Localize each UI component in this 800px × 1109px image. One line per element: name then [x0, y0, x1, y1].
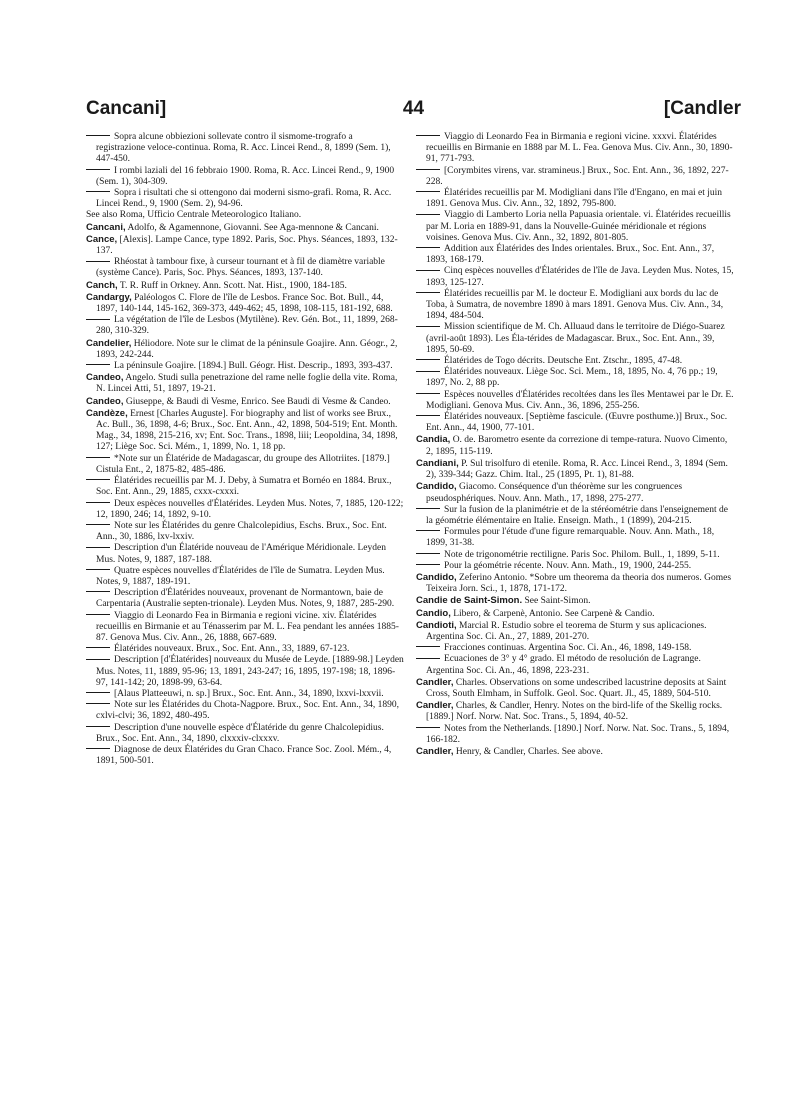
ditto-rule — [86, 659, 110, 660]
entry-text: Quatre espèces nouvelles d'Élatérides de l'île de Sumatra. Leyden Mus. Notes, 9, 1887, 189-191. — [96, 565, 385, 587]
entry-text: Henry, & Candler, Charles. See above. — [455, 746, 603, 757]
ditto-rule — [86, 614, 110, 615]
bibliography-entry — [86, 700, 404, 722]
bibliography-entry — [416, 700, 734, 723]
entry-text: Mission scientifique de M. Ch. Alluaud dans le territoire de Diégo-Suarez (avril-août 1893). Les Éla-térides de Madagascar. Brux., Soc. Ent. Ann., 39, 1895, 50-69. — [426, 322, 725, 355]
entry-text: Description d'Élatérides nouveaux, provenant de Normantown, baie de Carpentaria (Australie septen-trionale). Leyden Mus. Notes, 9, 1887, 285-290. — [96, 588, 395, 610]
bibliography-entry — [86, 292, 404, 315]
bibliography-entry — [86, 644, 404, 655]
entry-text: Élatérides nouveaux. Brux., Soc. Ent. Ann., 33, 1889, 67-123. — [114, 644, 350, 655]
bibliography-entry — [416, 677, 734, 700]
entry-author: Candiani, — [416, 457, 459, 469]
bibliography-entry — [86, 188, 404, 210]
bibliography-entry — [86, 408, 404, 454]
bibliography-entry — [86, 476, 404, 498]
bibliography-entry — [416, 266, 734, 288]
ditto-rule — [416, 326, 440, 327]
entry-author: Cance, — [86, 233, 118, 245]
ditto-rule — [416, 371, 440, 372]
bibliography-entry — [416, 356, 734, 367]
entry-text: Viaggio di Leonardo Fea in Birmania e regioni vicine. xiv. Élatérides recueillis en Birmanie et au Ténasserim par M. L. Fea pendant les années 1885-87. Genova Mus. Civ. Ann., 26, 1888, 667-689. — [96, 610, 399, 643]
bibliography-entry — [416, 595, 734, 607]
entry-text: Note sur les Élatérides du genre Chalcolepidius, Eschs. Brux., Soc. Ent. Ann., 30, 1886, lxv-lxxiv. — [96, 520, 387, 543]
bibliography-entry — [86, 611, 404, 645]
left-column — [86, 132, 404, 767]
ditto-rule — [86, 364, 110, 365]
entry-author: Candio, — [416, 607, 451, 619]
entry-text: La péninsule Goajire. [1894.] Bull. Géogr. Hist. Descrip., 1893, 393-437. — [114, 361, 393, 372]
bibliography-entry — [86, 689, 404, 700]
entry-text: P. Sul trisolfuro di etenile. Roma, R. Acc. Lincei Rend., 3, 1894 (Sem. 2), 339-344; Gazz. Chim. Ital., 25 (1895, Pt. 1), 81-88. — [426, 458, 728, 481]
ditto-rule — [416, 530, 440, 531]
bibliography-entry — [416, 132, 734, 166]
bibliography-entry — [86, 396, 404, 408]
ditto-rule — [416, 508, 440, 509]
ditto-rule — [416, 292, 440, 293]
bibliography-entry — [86, 210, 404, 221]
entry-text: Zeferino Antonio. *Sobre um theorema da theoria dos numeros. Gomes Teixeira Jorn. Sci., 1, 1878, 171-172. — [426, 572, 732, 595]
ditto-rule — [86, 135, 110, 136]
entry-author: Candia, — [416, 434, 451, 446]
entry-text: [Alaus Platteeuwi, n. sp.] Brux., Soc. Ent. Ann., 34, 1890, lxxvi-lxxvii. — [114, 688, 384, 699]
bibliography-entry — [416, 244, 734, 266]
entry-author: Candeo, — [86, 395, 124, 407]
bibliography-entry — [416, 367, 734, 389]
entry-author: Candido, — [416, 571, 457, 583]
entry-text: Angelo. Studi sulla penetrazione del rame nelle foglie della vite. Roma, N. Lincei Atti, 51, 1897, 19-21. — [96, 373, 398, 395]
bibliography-entry — [86, 361, 404, 372]
entry-text: Note sur les Élatérides du Chota-Nagpore. Brux., Soc. Ent. Ann., 34, 1890, cxlvi-clvi; 36, 1892, 480-495. — [96, 700, 399, 722]
entry-text: Libero, & Carpenè, Antonio. See Carpenè & Candio. — [453, 608, 655, 619]
ditto-rule — [86, 319, 110, 320]
bibliography-entry — [416, 572, 734, 595]
bibliography-entry — [86, 588, 404, 610]
entry-text: Description d'un Élatéride nouveau de l'Amérique Méridionale. Leyden Mus. Notes, 9, 1887, 187-188. — [96, 543, 386, 565]
bibliography-entry — [416, 527, 734, 549]
page-number: 44 — [402, 98, 425, 119]
ditto-rule — [86, 647, 110, 648]
entry-text: Charles, & Candler, Henry. Notes on the bird-life of the Skellig rocks. [1889.] Norf. Norw. Nat. Soc. Trans., 5, 1894, 40-52. — [426, 701, 723, 723]
bibliography-entry — [416, 434, 734, 457]
entry-text: Élatérides recueillis par M. Modigliani dans l'île d'Engano, en mai et juin 1891. Genova Mus. Civ. Ann., 32, 1892, 795-800. — [426, 188, 723, 210]
entry-text: Formules pour l'étude d'une figure remarquable. Nouv. Ann. Math., 18, 1899, 31-38. — [426, 527, 715, 549]
ditto-rule — [86, 524, 110, 525]
entry-text: Description [d'Élatérides] nouveaux du Musée de Leyde. [1889-98.] Leyden Mus. Notes, 11, 1889, 95-96; 13, 1891, 243-247; 16, 1895, 197-198; 18, 1896-97, 141-142; 20, 1898-99, 63-64. — [96, 655, 404, 688]
bibliography-entry — [86, 543, 404, 565]
bibliography-entry — [416, 289, 734, 323]
entry-text: [Alexis]. Lampe Cance, type 1892. Paris, Soc. Phys. Séances, 1893, 132-137. — [96, 234, 398, 257]
ditto-rule — [416, 415, 440, 416]
entry-text: Ecuaciones de 3° y 4° grado. El método de resolución de Lagrange. Argentina Soc. Ci. An., 46, 1898, 223-231. — [426, 654, 701, 676]
bibliography-entry — [86, 454, 404, 476]
entry-text: Marcial R. Estudio sobre el teorema de Sturm y sus aplicaciones. Argentina Soc. Ci. An., 27, 1889, 201-270. — [426, 620, 707, 642]
bibliography-entry — [86, 566, 404, 588]
bibliography-entry — [86, 166, 404, 188]
ditto-rule — [416, 247, 440, 248]
entry-text: *Note sur un Élatéride de Madagascar, du groupe des Allotriites. [1879.] Cistula Ent., 2, 1875-82, 485-486. — [96, 453, 390, 475]
bibliography-entry — [86, 372, 404, 395]
ditto-rule — [86, 261, 110, 262]
bibliography-entry — [416, 654, 734, 676]
entry-text: Note de trigonométrie rectiligne. Paris Soc. Philom. Bull., 1, 1899, 5-11. — [444, 549, 720, 560]
bibliography-entry — [86, 521, 404, 543]
running-head-right: [Candler — [663, 98, 741, 119]
ditto-rule — [86, 191, 110, 192]
bibliography-entry — [86, 315, 404, 337]
entry-text: Diagnose de deux Élatérides du Gran Chaco. France Soc. Zool. Mém., 4, 1891, 500-501. — [96, 744, 392, 767]
entry-text: I rombi laziali del 16 febbraio 1900. Roma, R. Acc. Lincei Rend., 9, 1900 (Sem. 1), 304-309. — [96, 165, 395, 187]
entry-text: Giuseppe, & Baudi di Vesme, Enrico. See Baudi di Vesme & Candeo. — [125, 396, 391, 407]
bibliography-entry — [86, 655, 404, 689]
entry-text: Ernest [Charles Auguste]. For biography and list of works see Brux., Ac. Bull., 36, 1898, 4-6; Brux., Soc. Ent. Ann., 42, 1898, 504-519; Ent. Month. Mag., 34, 1898, 215-216, xv; Ent. Soc. Trans., 1898, liii; Leopoldina, 34, 1898, 127; Liège Soc. Sci. Mém., 1, 1899, No. 1, 18 pp. — [96, 408, 398, 453]
entry-text: Giacomo. Conséquence d'un théorème sur les congruences pseudosphériques. Nouv. Ann. Math., 17, 1898, 275-277. — [426, 482, 683, 504]
bibliography-entry — [416, 210, 734, 244]
entry-text: Espèces nouvelles d'Élatérides recoltées dans les îles Mentawei par le Dr. E. Modigliani. Genova Mus. Civ. Ann., 36, 1896, 255-256. — [426, 389, 734, 411]
entry-text: Élatérides recueillis par M. J. Deby, à Sumatra et Bornéo en 1884. Brux., Soc. Ent. Ann., 29, 1885, cxxx-cxxxi. — [96, 476, 392, 498]
ditto-rule — [416, 359, 440, 360]
ditto-rule — [416, 658, 440, 659]
bibliography-entry — [416, 550, 734, 561]
ditto-rule — [86, 169, 110, 170]
ditto-rule — [86, 703, 110, 704]
entry-author: Candargy, — [86, 291, 132, 303]
page-header — [86, 98, 741, 124]
entry-author: Candler, — [416, 745, 454, 757]
bibliography-entry — [416, 166, 734, 188]
entry-text: Sopra i risultati che si ottengono dai moderni sismo-grafi. Roma, R. Acc. Lincei Rend., 9, 1900 (Sem. 2), 94-96. — [96, 188, 392, 210]
entry-text: Charles. Observations on some undescribed lacustrine deposits at Saint Cross, South Elmham, in Suffolk. Geol. Soc. Quart. Jl., 45, 1889, 504-510. — [426, 677, 727, 699]
bibliography-entry — [416, 188, 734, 210]
ditto-rule — [86, 569, 110, 570]
ditto-rule — [416, 564, 440, 565]
entry-text: Paléologos C. Flore de l'île de Lesbos. France Soc. Bot. Bull., 44, 1897, 140-144, 145-162, 369-373, 449-462; 45, 1898, 108-115, 181-192, 688. — [96, 292, 393, 315]
entry-text: Adolfo, & Agamennone, Giovanni. See Aga-mennone & Cancani. — [127, 222, 379, 233]
bibliography-entry — [416, 620, 734, 643]
bibliography-entry — [416, 608, 734, 620]
bibliography-entry — [416, 561, 734, 572]
bibliography-entry — [416, 505, 734, 527]
entry-text: Élatérides nouveaux. [Septième fascicule. (Œuvre posthume.)] Brux., Soc. Ent. Ann., 44, 1900, 77-101. — [426, 412, 728, 434]
entry-text: [Corymbites virens, var. stramineus.] Brux., Soc. Ent. Ann., 36, 1892, 227-228. — [426, 165, 729, 187]
ditto-rule — [416, 214, 440, 215]
ditto-rule — [86, 591, 110, 592]
entry-author: Candelier, — [86, 337, 132, 349]
ditto-rule — [86, 479, 110, 480]
ditto-rule — [86, 502, 110, 503]
bibliography-entry — [416, 643, 734, 654]
ditto-rule — [416, 553, 440, 554]
bibliography-entry — [86, 257, 404, 279]
entry-text: Description d'une nouvelle espèce d'Élatéride du genre Chalcolepidius. Brux., Soc. Ent. Ann., 34, 1890, clxxxiv-clxxxv. — [96, 722, 384, 744]
entry-text: See Saint-Simon. — [524, 596, 591, 607]
entry-text: Rhéostat à tambour fixe, à curseur tournant et à fil de diamètre variable (système Cance). Paris, Soc. Phys. Séances, 1893, 137-140. — [96, 257, 385, 279]
bibliography-entry — [416, 458, 734, 481]
entry-text: Sur la fusion de la planimétrie et de la stéréométrie dans l'enseignement de la géométrie élémentaire en Italie. Enseign. Math., 1 (1899), 204-215. — [426, 504, 728, 526]
ditto-rule — [416, 727, 440, 728]
ditto-rule — [416, 169, 440, 170]
bibliography-entry — [416, 746, 734, 758]
ditto-rule — [86, 457, 110, 458]
entry-text: Héliodore. Note sur le climat de la péninsule Goajire. Ann. Géogr., 2, 1893, 242-244. — [96, 338, 398, 360]
bibliography-entry — [416, 390, 734, 412]
ditto-rule — [86, 748, 110, 749]
bibliography-entry — [416, 481, 734, 504]
entry-author: Candido, — [416, 481, 457, 493]
bibliography-entry — [416, 322, 734, 356]
entry-author: Candler, — [416, 700, 454, 712]
entry-text: Addition aux Élatérides des Indes orientales. Brux., Soc. Ent. Ann., 37, 1893, 168-179. — [426, 244, 715, 266]
entry-text: Deux espèces nouvelles d'Élatérides. Leyden Mus. Notes, 7, 1885, 120-122; 12, 1890, 246; 14, 1892, 9-10. — [96, 498, 404, 520]
ditto-rule — [86, 726, 110, 727]
ditto-rule — [416, 135, 440, 136]
ditto-rule — [86, 547, 110, 548]
entry-text: Notes from the Netherlands. [1890.] Norf. Norw. Nat. Soc. Trans., 5, 1894, 166-182. — [426, 723, 730, 745]
ditto-rule — [416, 270, 440, 271]
entry-text: See also Roma, Ufficio Centrale Meteorologico Italiano. — [86, 210, 302, 221]
entry-author: Candeo, — [86, 372, 124, 384]
right-column — [416, 132, 734, 758]
entry-text: Fracciones continuas. Argentina Soc. Ci. An., 46, 1898, 149-158. — [444, 643, 692, 654]
entry-text: T. R. Ruff in Orkney. Ann. Scott. Nat. Hist., 1900, 184-185. — [119, 280, 347, 291]
entry-text: La végétation de l'île de Lesbos (Mytilène). Rev. Gén. Bot., 11, 1899, 268-280, 310-329. — [96, 315, 398, 337]
entry-text: Viaggio di Lamberto Loria nella Papuasia orientale. vi. Élatérides recueillis par M. Loria en 1889-91, dans la Nouvelle-Guinée méridionale et régions voisines. Genova Mus. Civ. Ann., 32, 1892, 801-805. — [426, 210, 731, 243]
entry-text: Élatérides de Togo décrits. Deutsche Ent. Ztschr., 1895, 47-48. — [444, 356, 683, 367]
bibliography-entry — [86, 745, 404, 767]
bibliography-entry — [86, 234, 404, 257]
bibliography-entry — [416, 412, 734, 434]
entry-text: Pour la géométrie récente. Nouv. Ann. Math., 19, 1900, 244-255. — [444, 560, 692, 571]
bibliography-entry — [86, 222, 404, 234]
bibliography-entry — [86, 338, 404, 361]
entry-text: Viaggio di Leonardo Fea in Birmania e regioni vicine. xxxvi. Élatérides recueillis en Birmanie en 1888 par M. L. Fea. Genova Mus. Civ. Ann., 30, 1890-91, 771-793. — [426, 132, 733, 165]
bibliography-entry — [86, 723, 404, 745]
ditto-rule — [416, 393, 440, 394]
ditto-rule — [416, 191, 440, 192]
bibliography-entry — [86, 132, 404, 166]
entry-text: Élatérides recueillis par M. le docteur E. Modigliani aux bords du lac de Toba, à Sumatra, de novembre 1890 à mars 1891. Genova Mus. Civ. Ann., 34, 1894, 484-504. — [426, 288, 724, 322]
entry-author: Canch, — [86, 279, 118, 291]
entry-author: Cancani, — [86, 221, 126, 233]
entry-text: O. de. Barometro esente da correzione di tempe-ratura. Nuovo Cimento, 2, 1895, 115-119. — [426, 435, 728, 457]
entry-author: Candioti, — [416, 619, 457, 631]
running-head-left: Cancani] — [86, 98, 167, 119]
bibliography-entry — [416, 724, 734, 746]
entry-author: Candie de Saint-Simon. — [416, 595, 523, 607]
entry-author: Candler, — [416, 676, 454, 688]
ditto-rule — [416, 646, 440, 647]
bibliography-entry — [86, 280, 404, 292]
entry-text: Cinq espèces nouvelles d'Élatérides de l'île de Java. Leyden Mus. Notes, 15, 1893, 125-127. — [426, 266, 734, 288]
ditto-rule — [86, 692, 110, 693]
bibliography-entry — [86, 499, 404, 521]
entry-text: Sopra alcune obbiezioni sollevate contro il sismome-trografo a registrazione veloce-continua. Roma, R. Acc. Lincei Rend., 8, 1899 (Sem. 1), 447-450. — [96, 132, 391, 165]
entry-author: Candèze, — [86, 407, 128, 419]
entry-text: Élatérides nouveaux. Liège Soc. Sci. Mem., 18, 1895, No. 4, 76 pp.; 19, 1897, No. 2, 88 pp. — [426, 367, 718, 389]
